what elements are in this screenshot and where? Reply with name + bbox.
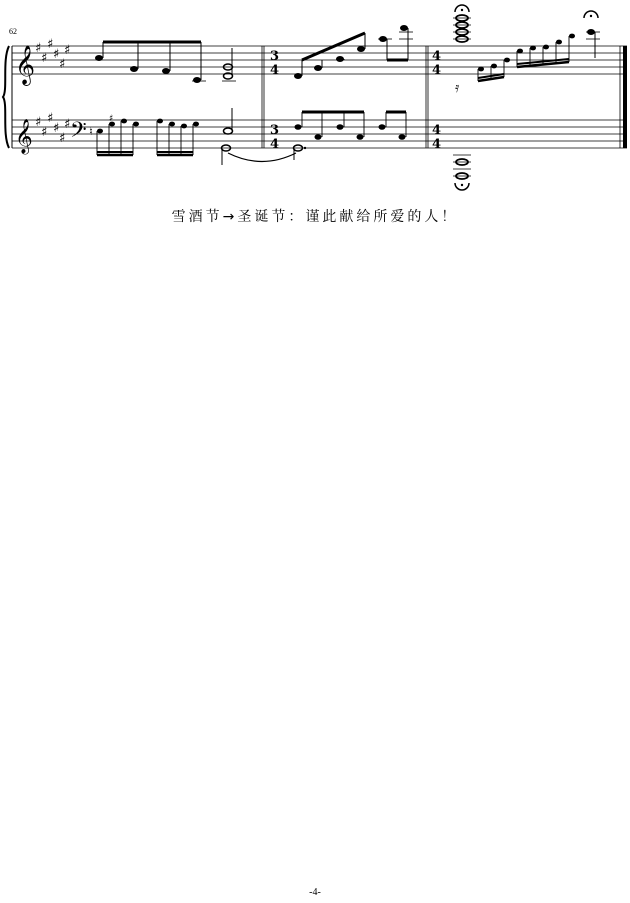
tie xyxy=(228,153,296,162)
bass-notes-measure-2 xyxy=(294,112,407,160)
sixteenth-rest-icon: 𝄿 xyxy=(455,80,460,96)
note-head xyxy=(130,66,138,72)
treble-clef-icon: 𝄞 xyxy=(15,45,36,85)
svg-text:♯: ♯ xyxy=(41,51,48,66)
treble-clef-icon: 𝄞 xyxy=(15,119,33,154)
svg-text:4: 4 xyxy=(432,137,442,152)
beam xyxy=(302,33,365,60)
bass-notes-measure-3 xyxy=(453,155,471,190)
svg-text:3: 3 xyxy=(270,49,280,64)
treble-notes-measure-3 xyxy=(453,5,600,96)
note-head xyxy=(162,68,170,74)
bass-notes-measure-1 xyxy=(89,108,296,165)
svg-text:♯: ♯ xyxy=(64,117,71,132)
note-head xyxy=(95,55,103,61)
treble-notes-measure-2 xyxy=(294,25,413,79)
svg-text:♯: ♯ xyxy=(53,121,60,136)
time-signature-3-4 xyxy=(270,49,279,152)
time-signature-4-4 xyxy=(432,49,441,152)
svg-text:♯: ♯ xyxy=(47,111,54,126)
page-number: -4- xyxy=(309,887,321,898)
svg-text:♯: ♯ xyxy=(41,125,48,140)
svg-text:♯: ♯ xyxy=(59,131,66,146)
svg-text:4: 4 xyxy=(432,123,442,138)
svg-text:♯: ♯ xyxy=(59,57,66,72)
svg-text:♯: ♯ xyxy=(47,37,54,52)
svg-text:♯: ♯ xyxy=(35,115,42,130)
svg-text:3: 3 xyxy=(270,123,280,138)
svg-text:4: 4 xyxy=(270,63,280,78)
svg-text:4: 4 xyxy=(270,137,280,152)
bass-clef-icon: 𝄢 xyxy=(70,118,87,148)
svg-text:4: 4 xyxy=(432,63,442,78)
dedication-caption: 雪酒节→圣诞节：谨此献给所爱的人！ xyxy=(171,209,459,225)
treble-notes-measure-1 xyxy=(95,42,236,83)
svg-text:♯: ♯ xyxy=(64,43,71,58)
note-head xyxy=(193,77,201,83)
bass-staff xyxy=(12,120,627,148)
grand-staff-brace xyxy=(3,46,9,148)
svg-text:♯: ♯ xyxy=(35,41,42,56)
natural-sign-icon: ♮ xyxy=(89,125,93,138)
svg-text:4: 4 xyxy=(432,49,442,64)
measure-number: 62 xyxy=(9,27,17,36)
svg-text:♯: ♯ xyxy=(109,114,114,124)
svg-text:♯: ♯ xyxy=(53,47,60,62)
